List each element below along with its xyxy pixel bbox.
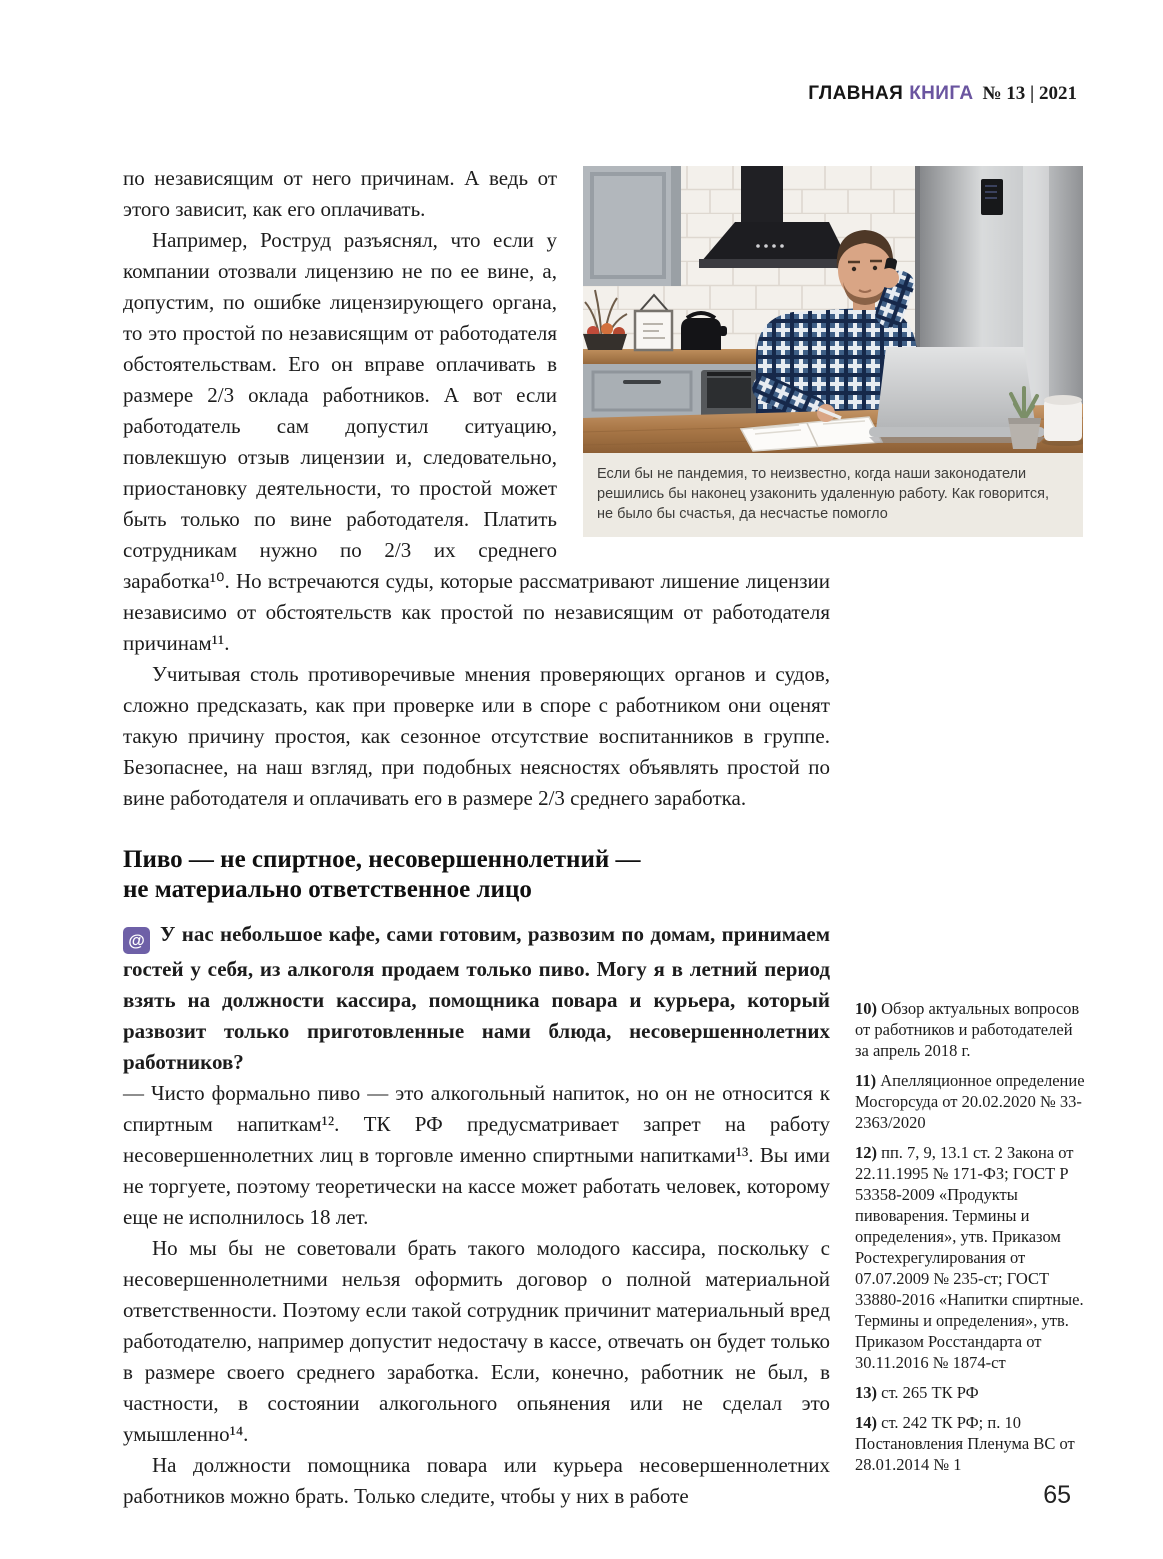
footnotes-sidebar bbox=[855, 998, 1087, 1484]
masthead bbox=[808, 84, 1077, 104]
footnote-text: ст. 265 ТК РФ bbox=[881, 1383, 979, 1402]
body-paragraph: Учитывая столь противоречивые мнения проверяющих органов и судов, сложно предсказать, как при проверке или в споре с работником они оценят такую причину простоя, как сезонное отсутствие воспитанников в группе. Безопаснее, на наш взгляд, при подобных неясностях объявлять простой по вине работодателя и оплачивать его в размере 2/3 среднего заработка. bbox=[123, 662, 830, 810]
body-paragraph: по независящим от него причинам. А ведь от этого зависит, как его оплачивать. bbox=[123, 166, 557, 221]
footnote-item bbox=[855, 1142, 1087, 1373]
footnote-text: пп. 7, 9, 13.1 ст. 2 Закона от 22.11.1995 № 171-ФЗ; ГОСТ Р 53358-2009 «Продукты пивоварения. Термины и определения», утв. Приказом Ростехрегулирования от 07.07.2009 № 235-ст; ГОСТ 33880-2016 «Напитки спиртные. Термины и определения», утв. Приказом Росстандарта от 30.11.2016 № 1874-ст bbox=[855, 1143, 1084, 1372]
section-heading bbox=[123, 845, 830, 905]
kitchen-photo-figure bbox=[583, 166, 1083, 537]
footnote-item bbox=[855, 1070, 1087, 1133]
issue-number: № 13 | 2021 bbox=[982, 83, 1077, 104]
footnote-item bbox=[855, 1382, 1087, 1403]
mug bbox=[1042, 395, 1083, 446]
footnote-text: ст. 242 ТК РФ; п. 10 Постановления Пленума ВС от 28.01.2014 № 1 bbox=[855, 1413, 1075, 1474]
body-paragraph: Например, Роструд разъяснял, что если у компании отозвали лицензию не по ее вине, а, допустим, по ошибке лицензирующего органа, то это простой по независящим от работодателя обстоятельствам. Его он вправе оплачивать в размере 2/3 оклада работников. А вот если работодатель сам допустил ситуацию, повлекшую отзыв лицензии и, следовательно, приостановку деятельности, то простой может быть только по вине работодателя. Платить сотрудникам нужно по 2/3 их среднего заработка¹⁰. Но встречаются суды, которые рассматривают лишение лицензии независимо от обстоятельств как простой по независящим от работодателя причинам¹¹. bbox=[123, 228, 830, 655]
footnote-item bbox=[855, 1412, 1087, 1475]
question-at-icon: @ bbox=[123, 927, 150, 954]
picture-frame bbox=[635, 311, 672, 350]
footnote-item bbox=[855, 998, 1087, 1061]
brand-glavnaya: ГЛАВНАЯ bbox=[808, 83, 904, 104]
footnote-number: 14) bbox=[855, 1413, 877, 1432]
question-text: У нас небольшое кафе, сами готовим, развозим по домам, принимаем гостей у себя, из алкоголя продаем только пиво. Могу я в летний период взять на должности кассира, помощника повара и курьера, который развозит только приготовленные нами блюда, несовершеннолетних работников? bbox=[123, 922, 830, 1074]
kitchen-photo bbox=[583, 166, 1083, 453]
footnote-number: 11) bbox=[855, 1071, 877, 1090]
answer-paragraph: На должности помощника повара или курьера несовершеннолетних работников можно брать. Только следите, чтобы у них в работе bbox=[123, 1453, 830, 1508]
footnote-text: Апелляционное определение Мосгорсуда от 20.02.2020 № 33-2363/2020 bbox=[855, 1071, 1085, 1132]
succulent-plant bbox=[1008, 388, 1041, 449]
answer-paragraph: Но мы бы не советовали брать такого молодого кассира, поскольку с несовершеннолетними нельзя оформить договор о полной материальной ответственности. Поэтому если такой сотрудник причинит материальный вред работодателю, например допустит недостачу в кассе, отвечать он будет только в размере своего среднего заработка. Если, конечно, работник не был, в частности, в состоянии алкогольного опьянения или не сделал это умышленно¹⁴. bbox=[123, 1236, 830, 1446]
footnote-number: 12) bbox=[855, 1143, 877, 1162]
page-number: 65 bbox=[1043, 1481, 1071, 1509]
brand-kniga: КНИГА bbox=[909, 83, 974, 104]
section-heading-line: Пиво — не спиртное, несовершеннолетний — bbox=[123, 846, 641, 873]
upper-cabinet bbox=[583, 166, 681, 286]
footnote-text: Обзор актуальных вопросов от работников и работодателей за апрель 2018 г. bbox=[855, 999, 1080, 1060]
phone-hand bbox=[879, 268, 899, 288]
reader-question bbox=[123, 919, 830, 1078]
photo-caption: Если бы не пандемия, то неизвестно, когда наши законодатели решились бы наконец узаконить удаленную работу. Как говорится, не было бы счастья, да несчастье помогло bbox=[583, 453, 1083, 537]
section-heading-line: не материально ответственное лицо bbox=[123, 876, 532, 903]
answer-paragraph: — Чисто формально пиво — это алкогольный напиток, но он не относится к спиртным напиткам¹². ТК РФ предусматривает запрет на работу несовершеннолетних лиц в торговле именно спиртными напитками¹³. Вы ими не торгуете, поэтому теоретически на кассе может работать человек, которому еще не исполнилось 18 лет. bbox=[123, 1081, 830, 1229]
footnote-number: 10) bbox=[855, 999, 877, 1018]
footnote-number: 13) bbox=[855, 1383, 877, 1402]
